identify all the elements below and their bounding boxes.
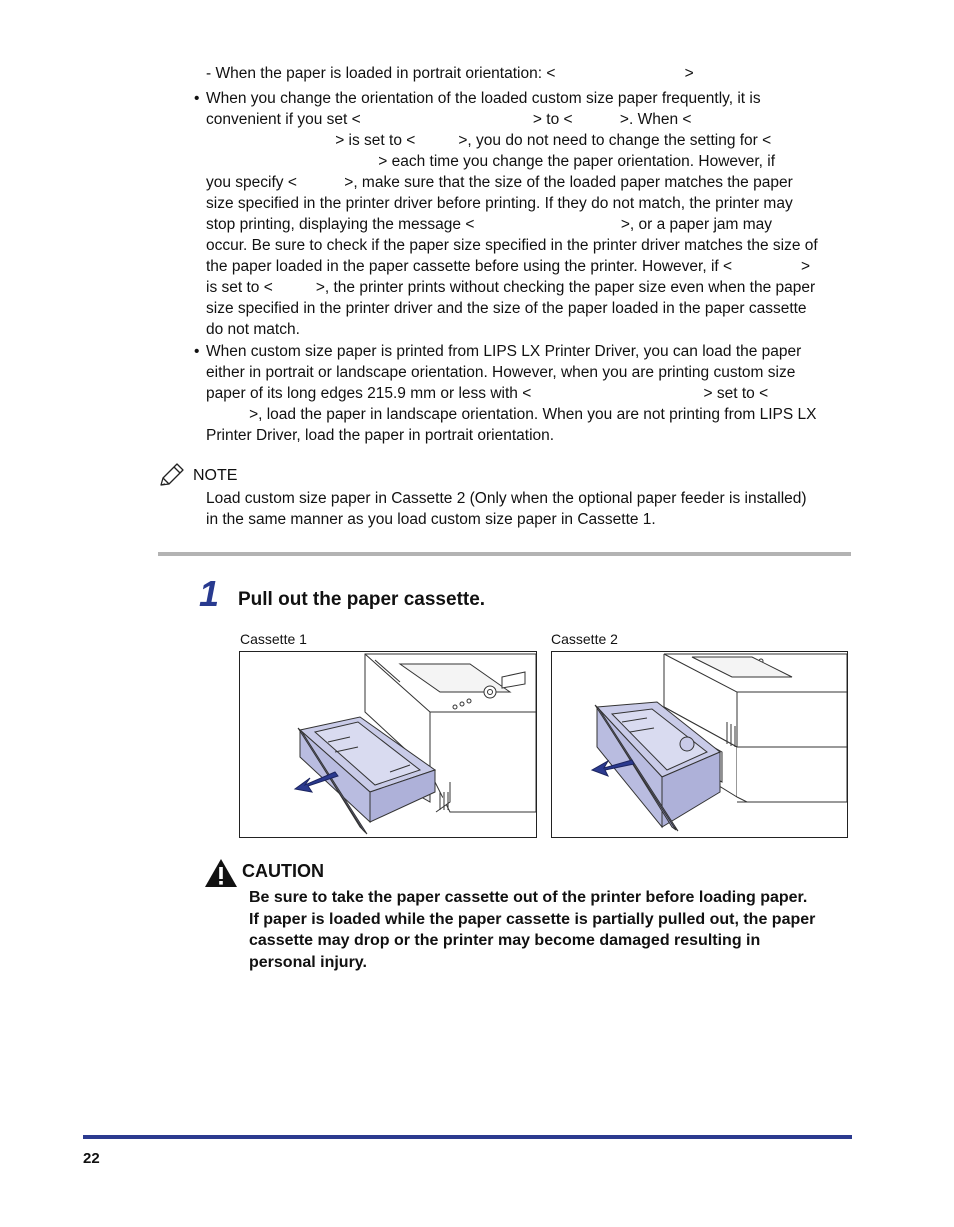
text-line: size specified in the printer driver before printing. If they do not match, the printer may	[206, 195, 793, 212]
text-line: stop printing, displaying the message < >, or a paper jam may	[206, 216, 773, 233]
text-line: When you change the orientation of the loaded custom size paper frequently, it is	[206, 90, 761, 107]
orientation-line: - When the paper is loaded in portrait orientation: < >	[206, 65, 694, 82]
text-line: do not match.	[206, 321, 300, 338]
page-number: 22	[83, 1150, 100, 1167]
bullet-paragraph-orientation	[206, 88, 851, 340]
text-line: in the same manner as you load custom size paper in Cassette 1.	[206, 511, 656, 528]
text-line: Be sure to take the paper cassette out of the printer before loading paper.	[249, 889, 808, 906]
text-line: If paper is loaded while the paper cassette is partially pulled out, the paper	[249, 910, 816, 928]
text-line: cassette may drop or the printer may become damaged resulting in	[249, 932, 761, 949]
footer-rule	[83, 1135, 852, 1139]
text-line: you specify < >, make sure that the size of the loaded paper matches the paper	[206, 174, 793, 191]
step-title: Pull out the paper cassette.	[238, 589, 486, 610]
figure-caption-cassette-2: Cassette 2	[551, 631, 618, 647]
bullet-marker: •	[194, 343, 200, 360]
pencil-icon	[158, 462, 186, 488]
text-line: convenient if you set < > to < >. When <	[206, 111, 692, 128]
caution-body	[249, 887, 854, 973]
note-title: NOTE	[193, 467, 238, 484]
text-line: Load custom size paper in Cassette 2 (Only when the optional paper feeder is installed)	[206, 490, 807, 507]
figure-caption-cassette-1: Cassette 1	[240, 631, 307, 647]
warning-triangle-icon	[204, 858, 238, 888]
text-line: occur. Be sure to check if the paper size specified in the printer driver matches the size of	[206, 237, 818, 254]
text-line: size specified in the printer driver and the size of the paper loaded in the paper cassette	[206, 300, 807, 317]
bullet-marker: •	[194, 90, 200, 107]
text-line: >, load the paper in landscape orientation. When you are not printing from LIPS LX	[206, 406, 817, 423]
text-line: the paper loaded in the paper cassette before using the printer. However, if < >	[206, 258, 811, 275]
text-line: When custom size paper is printed from LIPS LX Printer Driver, you can load the paper	[206, 343, 802, 360]
caution-title: CAUTION	[242, 861, 324, 881]
text-line: personal injury.	[249, 953, 367, 971]
figure-cassette-1	[239, 651, 537, 838]
text-line: paper of its long edges 215.9 mm or less with < > set to <	[206, 385, 769, 402]
text-line: > is set to < >, you do not need to change the setting for <	[206, 132, 772, 149]
figure-cassette-2	[551, 651, 848, 838]
text-line: Printer Driver, load the paper in portrait orientation.	[206, 427, 555, 444]
step-number: 1	[199, 573, 220, 614]
text-line: is set to < >, the printer prints without checking the paper size even when the paper	[206, 279, 816, 296]
text-line: > each time you change the paper orientation. However, if	[206, 153, 776, 170]
section-divider	[158, 552, 851, 556]
note-body	[206, 488, 851, 530]
text-line: either in portrait or landscape orientation. However, when you are printing custom size	[206, 364, 796, 381]
bullet-paragraph-lips-driver	[206, 341, 851, 446]
